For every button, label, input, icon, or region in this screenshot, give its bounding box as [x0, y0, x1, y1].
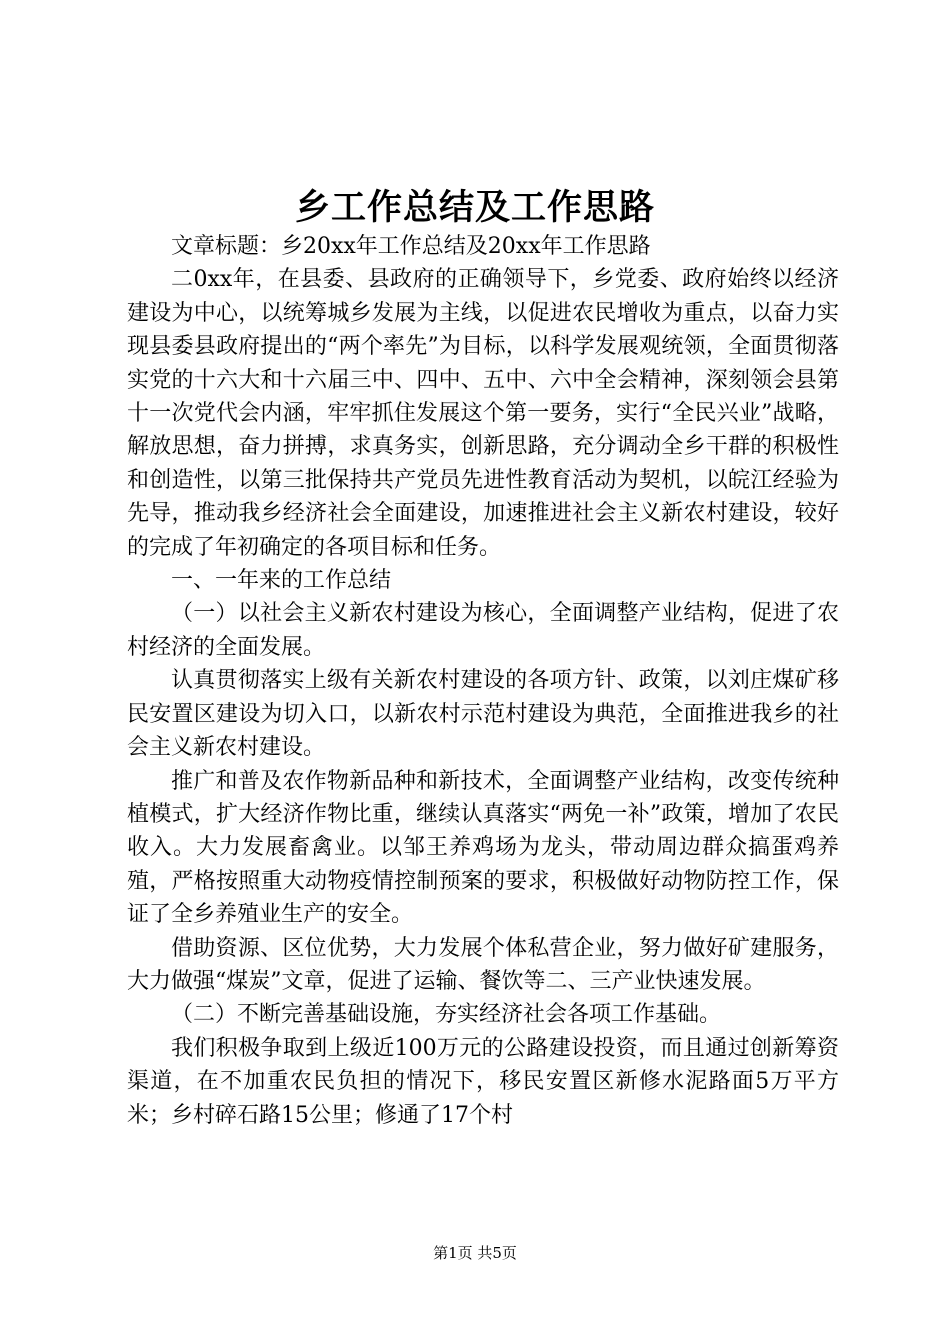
body-paragraph: 我们积极争取到上级近100万元的公路建设投资，而且通过创新筹资渠道，在不加重农民负担的情况下，移民安置区新修水泥路面5万平方米；乡村碎石路15公里；修通了17个村 — [127, 1035, 839, 1128]
intro-paragraph: 二0xx年，在县委、县政府的正确领导下，乡党委、政府始终以经济建设为中心，以统筹城乡发展为主线，以促进农民增收为重点，以奋力实现县委县政府提出的“两个率先”为目标，以科学发展观统领，全面贯彻落实党的十六大和十六届三中、四中、五中、六中全会精神，深刻领会县第十一次党代会内涵，牢牢抓住发展这个第一要务，实行“全民兴业”战略，解放思想，奋力拼搏，求真务实，创新思路，充分调动全乡干群的积极性和创造性，以第三批保持共产党员先进性教育活动为契机，以皖江经验为先导，推动我乡经济社会全面建设，加速推进社会主义新农村建设，较好的完成了年初确定的各项目标和任务。 — [127, 267, 839, 560]
subsection-heading: （一）以社会主义新农村建设为核心，全面调整产业结构，促进了农村经济的全面发展。 — [127, 601, 839, 660]
section-heading: 一、一年来的工作总结 — [171, 568, 392, 594]
body-paragraph: 借助资源、区位优势，大力发展个体私营企业，努力做好矿建服务，大力做强“煤炭”文章，促进了运输、餐饮等二、三产业快速发展。 — [127, 935, 839, 994]
body-paragraph: 认真贯彻落实上级有关新农村建设的各项方针、政策，以刘庄煤矿移民安置区建设为切入口，以新农村示范村建设为典范，全面推进我乡的社会主义新农村建设。 — [127, 668, 839, 761]
document-body — [127, 230, 839, 1132]
document-title: 乡工作总结及工作思路 — [294, 187, 655, 228]
article-title-line: 文章标题：乡20xx年工作总结及20xx年工作思路 — [171, 234, 651, 259]
page-footer: 第1页 共5页 — [433, 1244, 517, 1262]
body-paragraph: 推广和普及农作物新品种和新技术，全面调整产业结构，改变传统种植模式，扩大经济作物比重，继续认真落实“两免一补”政策，增加了农民收入。大力发展畜禽业。以邹王养鸡场为龙头，带动周边群众搞蛋鸡养殖，严格按照重大动物疫情控制预案的要求，积极做好动物防控工作，保证了全乡养殖业生产的安全。 — [127, 768, 839, 928]
subsection-heading: （二）不断完善基础设施，夯实经济社会各项工作基础。 — [171, 1002, 722, 1028]
